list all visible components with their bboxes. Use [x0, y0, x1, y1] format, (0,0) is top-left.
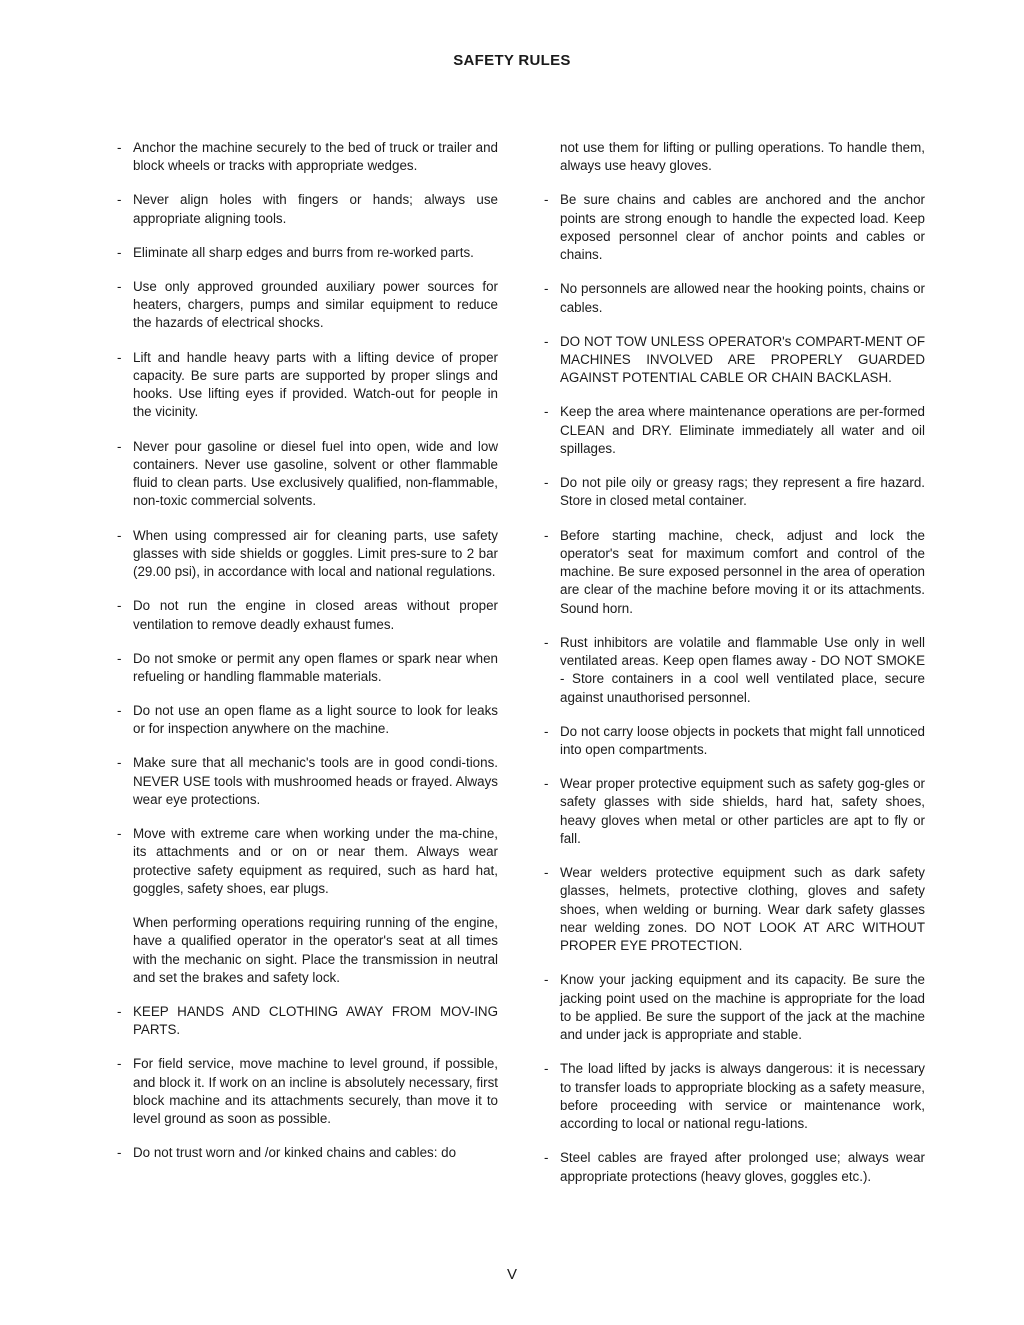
bullet-dash: - [117, 1145, 122, 1161]
bullet-dash: - [544, 1150, 549, 1166]
bullet-dash: - [117, 192, 122, 208]
list-item: - Before starting machine, check, adjust and lock the operator's seat for maximum comfort and control of the machine. Be sure exposed personnel in the area of operation are clear of the machine before moving it or its attachments. Sound horn. [544, 527, 925, 616]
list-item: - Eliminate all sharp edges and burrs from re-worked parts. [117, 244, 498, 262]
bullet-dash: - [117, 527, 122, 543]
left-column [117, 139, 498, 1179]
page-number: V [506, 1266, 517, 1283]
list-item: - Move with extreme care when working under the ma-chine, its attachments and or on or near them. Always wear protective safety equipment as required, such as hard hat, goggles, safety shoes, ear plugs. [117, 826, 498, 896]
bullet-dash: - [117, 140, 122, 155]
list-item: - Never pour gasoline or diesel fuel into open, wide and low containers. Never use gasoline, solvent or other flammable fluid to clean parts. Use exclusively qualified, non-flammable, non-toxic commercial solvents. [117, 438, 498, 509]
bullet-dash: - [117, 278, 122, 294]
list-item: - The load lifted by jacks is always dangerous: it is necessary to transfer loads to appropriate blocking as a safety measure, before proceeding with service or maintenance work, according to local or national regu-lations. [544, 1061, 925, 1132]
bullet-dash: - [544, 972, 549, 988]
bullet-dash: - [117, 1004, 122, 1020]
bullet-dash: - [117, 703, 122, 718]
bullet-dash: - [544, 776, 549, 792]
bullet-dash: - [544, 527, 549, 543]
bullet-dash: - [544, 1061, 549, 1077]
list-item: - Steel cables are frayed after prolonged use; always wear appropriate protections (heavy gloves, goggles etc.). [544, 1150, 925, 1184]
list-item: - For field service, move machine to level ground, if possible, and block it. If work on an incline is absolutely necessary, first block machine and its attachments securely, than move it to level ground as soon as possible. [117, 1056, 498, 1127]
list-item: - No personnels are allowed near the hooking points, chains or cables. [544, 281, 925, 315]
list-item: - DO NOT TOW UNLESS OPERATOR's COMPART-MENT OF MACHINES INVOLVED ARE PROPERLY GUARDED AGAINST POTENTIAL CABLE OR CHAIN BACKLASH. [544, 333, 925, 386]
bullet-dash: - [544, 333, 549, 349]
list-item: - Lift and handle heavy parts with a lifting device of proper capacity. Be sure parts are supported by proper slings and hooks. Use lifting eyes if provided. Watch-out for people in the vicinity. [117, 349, 498, 420]
bullet-dash: - [117, 755, 122, 771]
bullet-dash: - [544, 404, 549, 420]
list-item: - Do not carry loose objects in pockets that might fall unnoticed into open compartments. [544, 723, 925, 758]
bullet-dash: - [117, 244, 122, 260]
bullet-dash: - [544, 865, 549, 881]
list-item: - KEEP HANDS AND CLOTHING AWAY FROM MOV-ING PARTS. [117, 1004, 498, 1038]
bullet-dash: - [544, 281, 549, 297]
bullet-dash: - [117, 438, 122, 454]
page-title: SAFETY RULES [453, 52, 571, 69]
list-item: - Do not trust worn and /or kinked chains and cables: do [117, 1144, 498, 1162]
list-item: - Rust inhibitors are volatile and flammable Use only in well ventilated areas. Keep open flames away - DO NOT SMOKE - Store containers in a cool well ventilated place, secure against unauthorised personnel. [544, 634, 925, 705]
list-item: - Anchor the machine securely to the bed of truck or trailer and block wheels or tracks with appropriate wedges. [117, 140, 498, 174]
list-item: - Keep the area where maintenance operations are per-formed CLEAN and DRY. Eliminate immediately all water and oil spillages. [544, 404, 925, 457]
bullet-dash: - [544, 192, 549, 208]
bullet-dash: - [117, 650, 122, 666]
list-item: - Never align holes with fingers or hands; always use appropriate aligning tools. [117, 192, 498, 226]
list-item: - Do not pile oily or greasy rags; they represent a fire hazard. Store in closed metal container. [544, 475, 925, 509]
list-item: - Know your jacking equipment and its capacity. Be sure the jacking point used on the machine is appropriate for the load to be applied. Be sure the support of the jack at the machine and under jack is appropriate and stable. [544, 972, 925, 1043]
list-item: - When using compressed air for cleaning parts, use safety glasses with side shields or goggles. Limit pres-sure to 2 bar (29.00 psi), in accordance with local and national regulations. [117, 527, 498, 580]
bullet-dash: - [117, 349, 122, 365]
bullet-dash: - [117, 1056, 122, 1072]
list-item: - Make sure that all mechanic's tools are in good condi-tions. NEVER USE tools with mushroomed heads or frayed. Always wear eye protections. [117, 755, 498, 807]
list-item: - Do not smoke or permit any open flames or spark near when refueling or handling flammable materials. [117, 650, 498, 684]
bullet-dash: - [117, 826, 122, 842]
continued-paragraph: not use them for lifting or pulling operations. To handle them, always use heavy gloves. [560, 140, 925, 174]
bullet-dash: - [544, 723, 549, 739]
paragraph: When performing operations requiring running of the engine, have a qualified operator in the operator's seat at all times with the mechanic on sight. Place the transmission in neutral and set the brakes and safety lock. [133, 915, 498, 985]
list-item: - Wear proper protective equipment such as safety gog-gles or safety glasses with side shields, hard hat, safety shoes, heavy gloves when metal or other particles are apt to fly or fall. [544, 776, 925, 847]
list-item: - Be sure chains and cables are anchored and the anchor points are strong enough to handle the expected load. Keep exposed personnel clear of anchor points and cables or chains. [544, 192, 925, 263]
bullet-dash: - [544, 475, 549, 491]
list-item: - Use only approved grounded auxiliary power sources for heaters, chargers, pumps and similar equipment to reduce the hazards of electrical shocks. [117, 278, 498, 331]
list-item: - Wear welders protective equipment such as dark safety glasses, helmets, protective clothing, gloves and safety shoes, when welding or burning. Wear dark safety glasses near welding zones. DO NOT LOOK AT ARC WITHOUT PROPER EYE PROTECTION. [544, 865, 925, 954]
bullet-dash: - [544, 634, 549, 650]
right-column [544, 139, 925, 1202]
list-item: - Do not use an open flame as a light source to look for leaks or for inspection anywhere on the machine. [117, 703, 498, 737]
bullet-dash: - [117, 598, 122, 614]
list-item: - Do not run the engine in closed areas without proper ventilation to remove deadly exhaust fumes. [117, 598, 498, 632]
